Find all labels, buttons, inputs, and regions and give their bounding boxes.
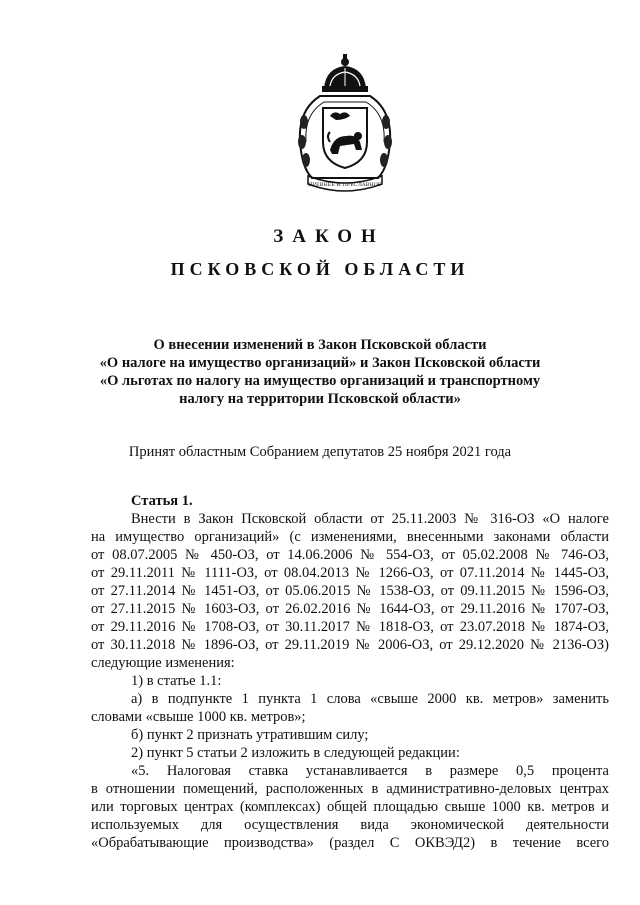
subject-line: «О налоге на имущество организаций» и Закон Псковской области [99,355,541,371]
document-title: ЗАКОН [273,226,385,247]
text-line: используемых для осуществления вида экономической деятельности [91,817,609,833]
list-item: б) пункт 2 признать утратившим силу; [131,727,369,743]
law-subject [0,336,640,408]
text-line: словами «свыше 1000 кв. метров»; [91,709,306,725]
svg-text:ДРЕВНЕЕ И ПРЕСЛАВНОЕ: ДРЕВНЕЕ И ПРЕСЛАВНОЕ [308,182,382,188]
text-line: следующие изменения: [91,655,235,671]
subject-line: налогу на территории Псковской области» [179,391,461,407]
adoption-statement: Принят областным Собранием депутатов 25 ноября 2021 года [128,444,512,460]
text-line: от 29.11.2016 № 1708-ОЗ, от 30.11.2017 № 1818-ОЗ, от 23.07.2018 № 1874-ОЗ, [91,619,609,635]
text-line: Внести в Закон Псковской области от 25.11.2003 № 316-ОЗ «О налоге [131,511,609,527]
coat-of-arms-emblem [290,50,400,195]
text-line: «Обрабатывающие производства» (раздел С ОКВЭД2) в течение всего [91,835,609,851]
article-body [91,492,609,852]
article-intro [91,510,609,672]
list-item: 1) в статье 1.1: [131,673,222,689]
quoted-text [91,762,609,852]
text-line: от 30.11.2018 № 1896-ОЗ, от 29.11.2019 № 2006-ОЗ, от 29.12.2020 № 2136-ОЗ) [91,637,609,653]
text-line: от 27.11.2014 № 1451-ОЗ, от 05.06.2015 № 1538-ОЗ, от 09.11.2015 № 1596-ОЗ, [91,583,609,599]
text-line: «5. Налоговая ставка устанавливается в размере 0,5 процента [131,763,609,779]
crown-icon [322,54,368,92]
document-subtitle: ПСКОВСКОЙ ОБЛАСТИ [170,259,470,279]
text-line: на имущество организаций» (с изменениями, внесенными законами области [91,529,609,545]
list-item: а) в подпункте 1 пункта 1 слова «свыше 2000 кв. метров» заменить [131,691,609,707]
text-line: от 29.11.2011 № 1111-ОЗ, от 08.04.2013 № 1266-ОЗ, от 07.11.2014 № 1445-ОЗ, [91,565,609,581]
text-line: от 27.11.2015 № 1603-ОЗ, от 26.02.2016 № 1644-ОЗ, от 29.11.2016 № 1707-ОЗ, [91,601,609,617]
article-title: Статья 1. [131,493,193,509]
text-line: или торговых центрах (комплексах) общей площадью свыше 1000 кв. метров и [91,799,609,815]
text-line: от 08.07.2005 № 450-ОЗ, от 14.06.2006 № 554-ОЗ, от 05.02.2008 № 746-ОЗ, [91,547,609,563]
list-item: 2) пункт 5 статьи 2 изложить в следующей редакции: [131,745,460,761]
subject-line: О внесении изменений в Закон Псковской области [153,337,487,353]
text-line: в отношении помещений, расположенных в административно-деловых центрах [91,781,609,797]
subject-line: «О льготах по налогу на имущество организаций и транспортному [99,373,541,389]
